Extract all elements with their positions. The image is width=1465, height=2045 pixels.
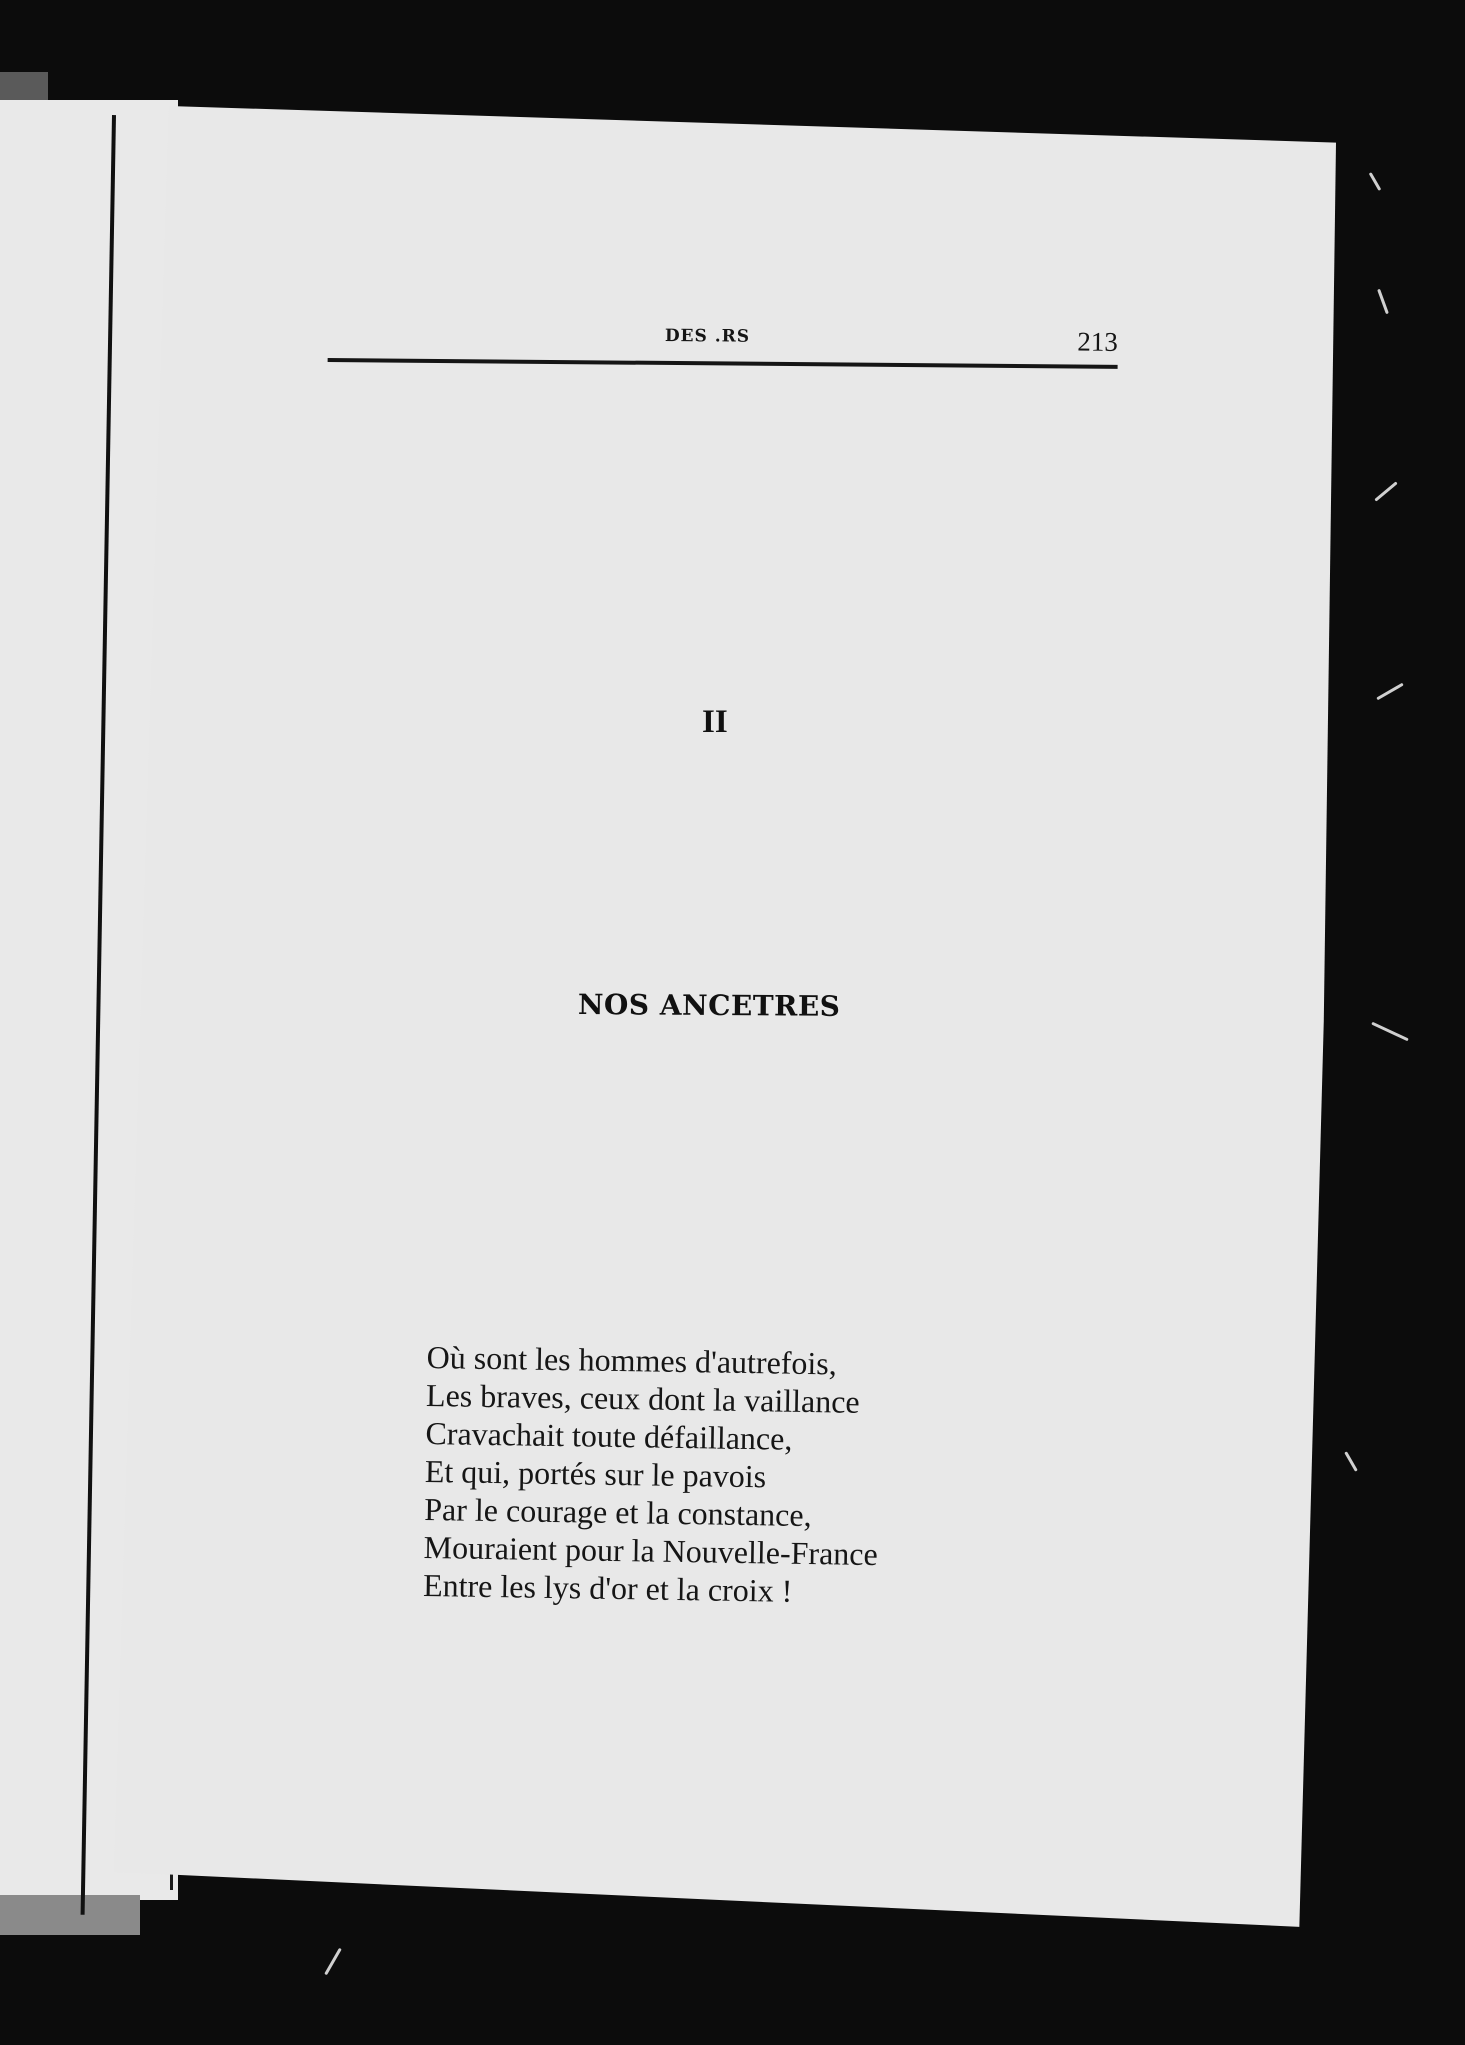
running-head-title: DES .RS [664, 325, 751, 347]
poem-stanza [423, 1338, 987, 1613]
running-head [328, 318, 1118, 375]
frayed-edge-mark [1376, 683, 1403, 701]
frayed-edge-mark [1369, 172, 1382, 191]
section-number: II [702, 704, 728, 740]
poem-line: Cravachait toute défaillance, [425, 1414, 793, 1457]
poem-line: Entre les lys d'or et la croix ! [422, 1566, 793, 1609]
frayed-edge-mark [1377, 289, 1389, 314]
poem-line: Par le courage et la constance, [424, 1490, 812, 1534]
poem-line: Les braves, ceux dont la vaillance [425, 1376, 860, 1420]
frayed-edge-mark [1371, 1022, 1409, 1042]
left-page-bottom-edge [0, 1895, 140, 1935]
poem-title: NOS ANCETRES [577, 988, 841, 1023]
poem-line: Mouraient pour la Nouvelle-France [423, 1528, 879, 1573]
poem-line: Où sont les hommes d'autrefois, [426, 1338, 838, 1382]
frayed-edge-mark [1374, 481, 1397, 501]
page-number: 213 [1077, 326, 1118, 357]
frayed-edge-mark [1344, 1451, 1358, 1472]
spine-strip [0, 72, 48, 102]
frayed-edge-mark [324, 1948, 342, 1975]
header-rule [328, 358, 1118, 369]
poem-line: Et qui, portés sur le pavois [424, 1452, 767, 1495]
